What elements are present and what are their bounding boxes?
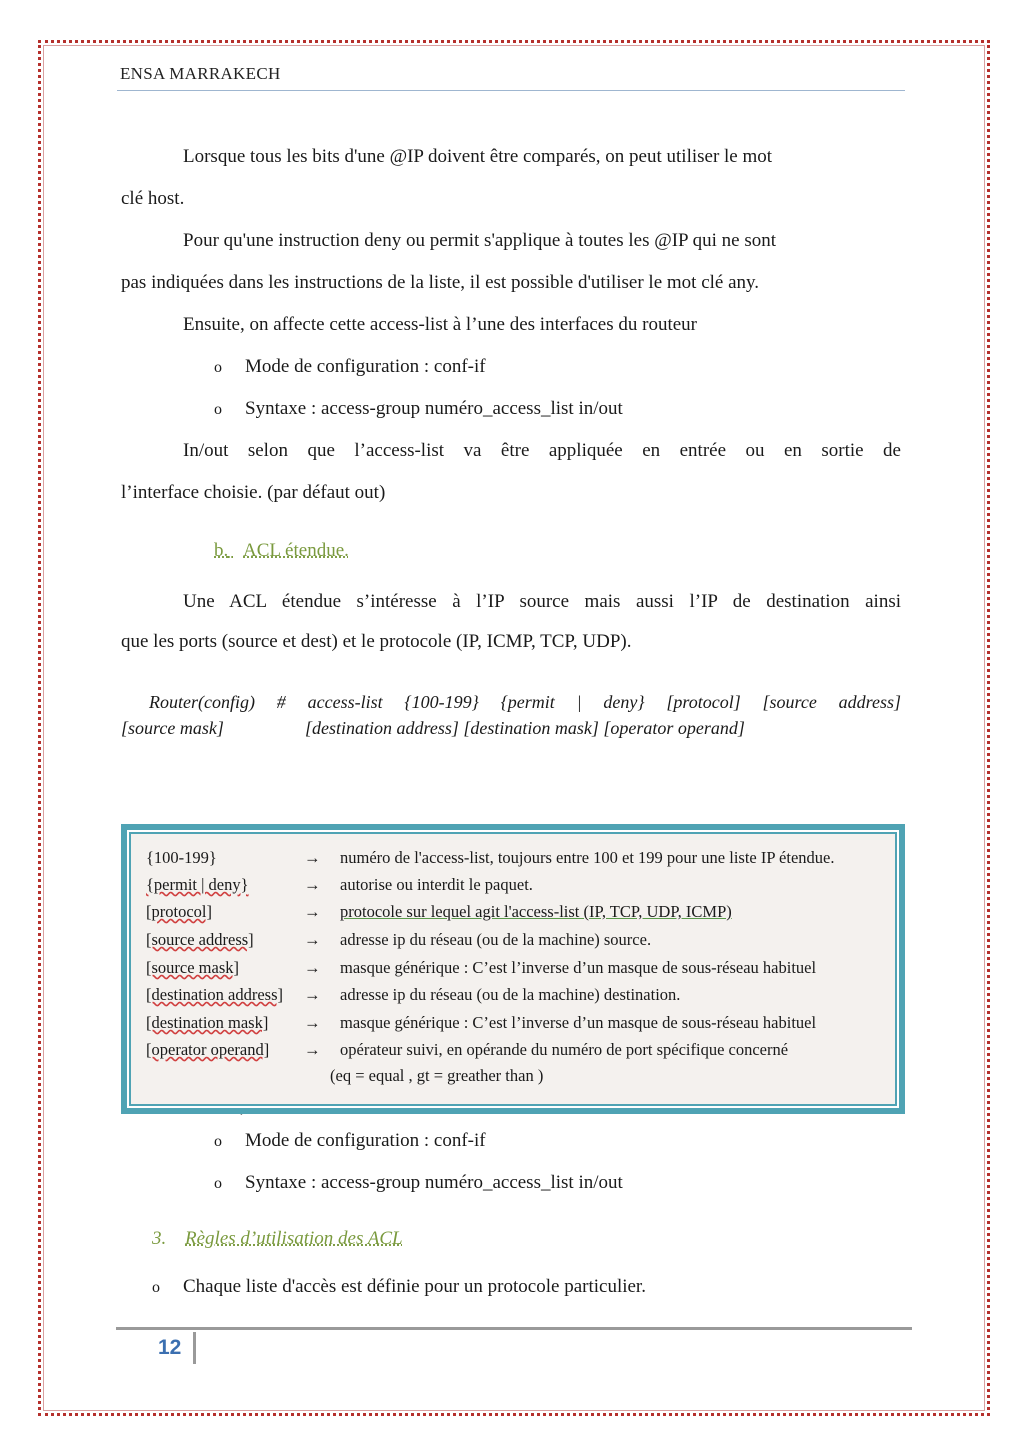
para4-line1: In/out selon que l’access-list va être appliquée en entrée ou en sortie de — [183, 440, 901, 461]
syntax-line2b: [destination address] [destination mask] [operator operand] — [305, 718, 745, 738]
figure-term: [destination mask] — [146, 1013, 269, 1032]
bullet-text: Syntaxe : access-group numéro_access_list in/out — [245, 398, 623, 419]
syntax-line1: Router(config) # access-list {100-199} {permit | deny} [protocol] [source address] — [149, 692, 901, 712]
bullet-marker: o — [214, 1133, 222, 1150]
figure-desc: adresse ip du réseau (ou de la machine) source. — [340, 930, 652, 949]
para2-line2: pas indiquées dans les instructions de la liste, il est possible d'utiliser le mot clé any. — [121, 272, 760, 293]
bullet-marker: o — [152, 1279, 160, 1296]
page-number: 12 — [158, 1336, 182, 1359]
bullet-marker: o — [214, 401, 222, 418]
syntax-line2a: [source mask] — [121, 718, 224, 738]
para5-line2: que les ports (source et dest) et le protocole (IP, ICMP, TCP, UDP). — [121, 631, 632, 652]
page-number-separator — [193, 1332, 196, 1364]
arrow-icon: → — [304, 1013, 321, 1032]
bullet-text: Mode de configuration : conf-if — [245, 1130, 486, 1151]
section-b-heading — [214, 540, 349, 562]
bullet-marker: o — [214, 1175, 222, 1192]
figure-desc: protocole sur lequel agit l'access-list (IP, TCP, UDP, ICMP) — [340, 902, 732, 921]
figure-desc: masque générique : C’est l’inverse d’un masque de sous-réseau habituel — [340, 1013, 817, 1032]
running-header: ENSA MARRAKECH — [120, 64, 281, 83]
figure-desc: numéro de l'access-list, toujours entre 100 et 199 pour une liste IP étendue. — [340, 848, 835, 867]
figure-footnote: (eq = equal , gt = greather than ) — [330, 1066, 544, 1085]
arrow-icon: → — [304, 1040, 321, 1059]
para2-line1: Pour qu'une instruction deny ou permit s'applique à toutes les @IP qui ne sont — [183, 230, 777, 251]
arrow-icon: → — [304, 930, 321, 949]
figure-term: {permit | deny} — [146, 875, 249, 894]
bullet-text: Syntaxe : access-group numéro_access_list in/out — [245, 1172, 623, 1193]
bullet-text: Mode de configuration : conf-if — [245, 356, 486, 377]
figure-desc: opérateur suivi, en opérande du numéro de port spécifique concerné — [340, 1040, 789, 1059]
para3-text: Ensuite, on affecte cette access-list à l’une des interfaces du routeur — [183, 314, 698, 335]
bullet-marker: o — [214, 359, 222, 376]
figure-term: [protocol] — [146, 902, 212, 921]
arrow-icon: → — [304, 902, 321, 921]
figure-desc: adresse ip du réseau (ou de la machine) destination. — [340, 985, 681, 1004]
arrow-icon: → — [304, 848, 321, 867]
para1-line1: Lorsque tous les bits d'une @IP doivent être comparés, on peut utiliser le mot — [183, 146, 773, 167]
para5-line1: Une ACL étendue s’intéresse à l’IP source mais aussi l’IP de destination ainsi — [183, 591, 901, 612]
figure-term: [source address] — [146, 930, 254, 949]
figure-term: {100-199} — [146, 848, 217, 867]
section-3-marker: 3. — [152, 1228, 167, 1249]
section-3-heading — [152, 1228, 403, 1250]
section-b-title: ACL étendue. — [243, 540, 349, 561]
section-b-marker: b. — [214, 540, 229, 561]
arrow-icon: → — [304, 958, 321, 977]
footer-divider — [116, 1327, 912, 1330]
para4-line2: l’interface choisie. (par défaut out) — [121, 482, 386, 503]
para1-line2: clé host. — [121, 188, 185, 209]
arrow-icon: → — [304, 875, 321, 894]
figure-term: [operator operand] — [146, 1040, 270, 1059]
section-3-title: Règles d’utilisation des ACL — [185, 1228, 403, 1249]
figure-desc: masque générique : C’est l’inverse d’un masque de sous-réseau habituel — [340, 958, 817, 977]
rule-text: Chaque liste d'accès est définie pour un protocole particulier. — [183, 1276, 646, 1297]
figure-term: [source mask] — [146, 958, 240, 977]
figure-term: [destination address] — [146, 985, 284, 1004]
header-divider — [117, 90, 905, 91]
figure-desc: autorise ou interdit le paquet. — [340, 875, 533, 894]
arrow-icon: → — [304, 985, 321, 1004]
